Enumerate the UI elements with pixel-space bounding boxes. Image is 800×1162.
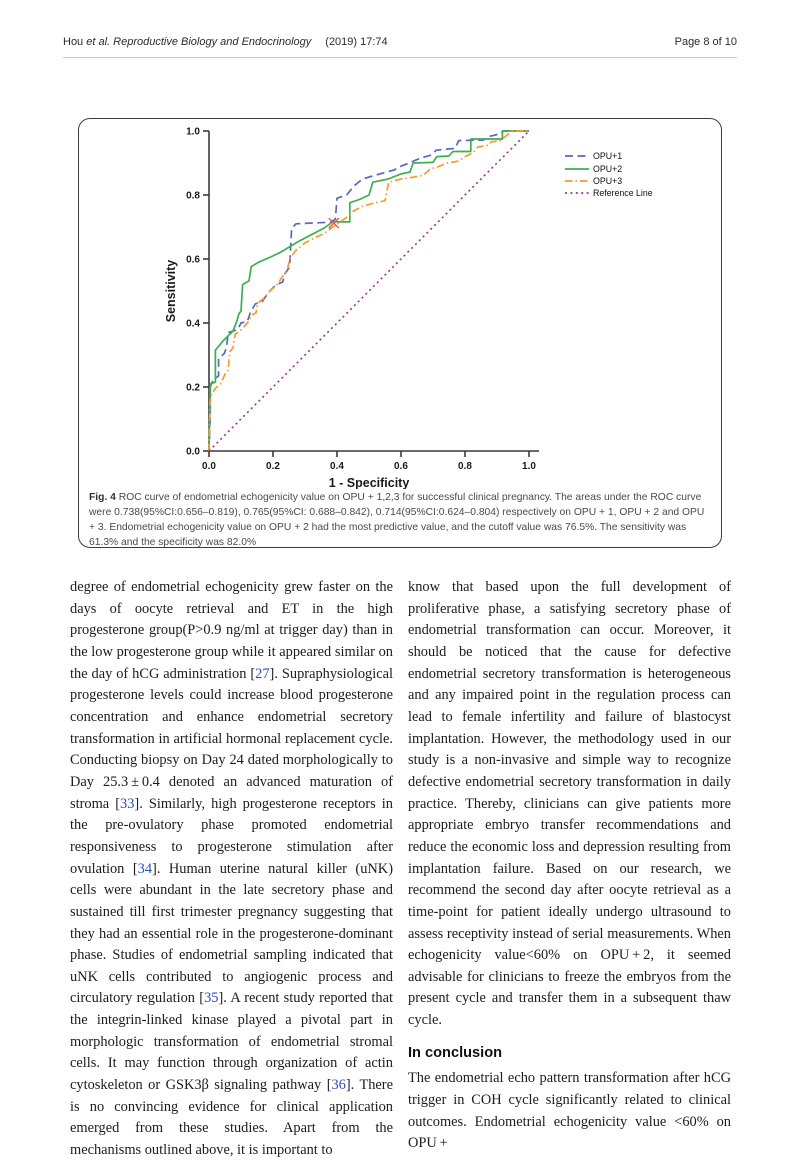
chart-legend — [565, 150, 653, 200]
running-head — [63, 36, 388, 48]
header-divider — [63, 57, 737, 58]
figure-caption-text: ROC curve of endometrial echogenicity value on OPU + 1,2,3 for successful clinical pregnancy. The areas under the ROC curve were 0.738(95%CI:0.656–0.819), 0.765(95%CI: 0.688–0.842), 0.714(95%CI:0.624–0.804) respectively on OPU + 1, OPU + 2 and OPU + 3. Endometrial echogenicity value on OPU + 2 had the most predictive value, and the cutoff value was 76.5%. The sensitivity was 61.3% and the specificity was 82.0% — [89, 492, 705, 548]
citation-ref-35[interactable]: [35] — [199, 990, 224, 1007]
x-tick-label: 0.6 — [394, 461, 408, 472]
conclusion-paragraph: The endometrial echo pattern transformation after hCG trigger in COH cycle significantly related to clinical outcomes. Endometrial echogenicity value <60% on OPU + — [408, 1070, 731, 1152]
axes — [186, 127, 539, 473]
citation-number[interactable]: 33 — [120, 795, 135, 812]
x-axis-title: 1 - Specificity — [328, 476, 410, 489]
author-name: Hou — [63, 36, 87, 48]
x-tick-label: 0.8 — [458, 461, 472, 472]
figure-caption-label: Fig. 4 — [89, 492, 116, 503]
citation-ref-34[interactable]: [34] — [132, 860, 157, 877]
legend-label: Reference Line — [593, 188, 653, 199]
y-tick-label: 0.6 — [186, 254, 200, 266]
y-axis-title: Sensitivity — [164, 259, 178, 323]
x-tick-label: 0.4 — [330, 461, 344, 472]
section-heading-in-conclusion: In conclusion — [408, 1044, 503, 1061]
legend-label: OPU+3 — [593, 175, 623, 186]
legend-item-opu-2 — [565, 162, 653, 174]
et-al-label: et al. — [86, 36, 114, 48]
legend-label: OPU+1 — [593, 151, 623, 162]
figure-panel — [78, 118, 722, 548]
legend-item-opu-3 — [565, 175, 653, 187]
citation-number[interactable]: 34 — [137, 860, 153, 877]
page-number: Page 8 of 10 — [674, 36, 737, 48]
article-column-2 — [408, 577, 731, 1155]
citation-number[interactable]: 36 — [331, 1077, 346, 1094]
legend-item-reference-line — [565, 187, 653, 199]
citation-ref-36[interactable]: [36] — [326, 1077, 351, 1094]
citation-ref-27[interactable]: [27] — [250, 665, 275, 682]
x-tick-label: 0.0 — [202, 461, 216, 472]
body-paragraph: degree of endometrial echogenicity grew faster on the days of oocyte retrieval and ET in the high progesterone group(P>0.9 ng/ml at trigger day) than in the low progesterone group while it appeared similar on the day of hCG administration [27]. Supraphysiological progesterone levels could increase blood progesterone concentration and enhance endometrial secretory transformation in artificial hormonal replacement cycle. Conducting biopsy on Day 24 dated morphologically to Day 25.3 ± 0.4 denoted an advanced maturation of stroma [33]. Similarly, high progesterone receptors in the pre-ovulatory phase promoted endometrial responsiveness to progesterone stimulation after ovulation [34]. Human uterine natural killer (uNK) cells were abundant in the late secretory phase and sustained till first trimester pregnancy suggesting that they had an essential role in the progesterone-dominant phase. Studies of endometrial sampling indicated that uNK cells contributed to angiogenic process and circulatory regulation [35]. A recent study reported that the integrin-linked kinase played a pivotal part in morphologic transformation of endometrial stromal cells. It may function through organization of actin cytoskeleton or GSK3β signaling pathway [36]. There is no convincing evidence for clinical application emerged from these studies. Apart from the mechanisms outlined above, it is important to — [70, 579, 393, 1159]
legend-line-swatch — [565, 177, 589, 185]
legend-line-swatch — [565, 165, 589, 173]
y-tick-label: 0.4 — [186, 318, 200, 330]
legend-item-opu-1 — [565, 150, 653, 162]
article-column-1 — [70, 577, 393, 1162]
y-tick-label: 1.0 — [186, 126, 200, 138]
body-paragraph: know that based upon the full development of proliferative phase, a satisfying secretory phase of endometrial transformation can occur. Moreover, it should be noticed that the cause for defective endometrial secretory transformation is heterogeneous and any impaired point in the regulation process can lead to female infertility and failure of blastocyst implantation. However, the methodology used in our study is a non-invasive and simple way to recognize defective endometrial secretory transformation in daily practice. Thereby, clinicians can give patients more appropriate embryo transfer recommendations and reduce the economic loss and depression resulting from implantation failure. Based on our research, we recommend the second day after oocyte retrieval as a time-point for patient ideally undergo ultrasound to assess receptivity instead of serial measurements. When echogenicity value<60% on OPU + 2, it seemed advisable for clinicians to freeze the embryos from the present cycle and transfer them in a subsequent thaw cycle. — [408, 579, 731, 1029]
journal-title: Reproductive Biology and Endocrinology — [113, 36, 312, 48]
y-tick-label: 0.0 — [186, 446, 200, 458]
citation-info: (2019) 17:74 — [325, 36, 388, 48]
roc-curve-reference-line — [209, 131, 529, 451]
legend-label: OPU+2 — [593, 163, 623, 174]
legend-line-swatch — [565, 152, 589, 160]
page-header — [63, 36, 737, 48]
legend-line-swatch — [565, 189, 589, 197]
x-tick-label: 1.0 — [522, 461, 536, 472]
y-tick-label: 0.2 — [186, 382, 200, 394]
citation-number[interactable]: 35 — [204, 990, 219, 1007]
citation-number[interactable]: 27 — [255, 665, 270, 682]
citation-ref-33[interactable]: [33] — [115, 795, 140, 812]
y-tick-label: 0.8 — [186, 190, 200, 202]
x-tick-label: 0.2 — [266, 461, 280, 472]
figure-caption — [89, 491, 713, 551]
